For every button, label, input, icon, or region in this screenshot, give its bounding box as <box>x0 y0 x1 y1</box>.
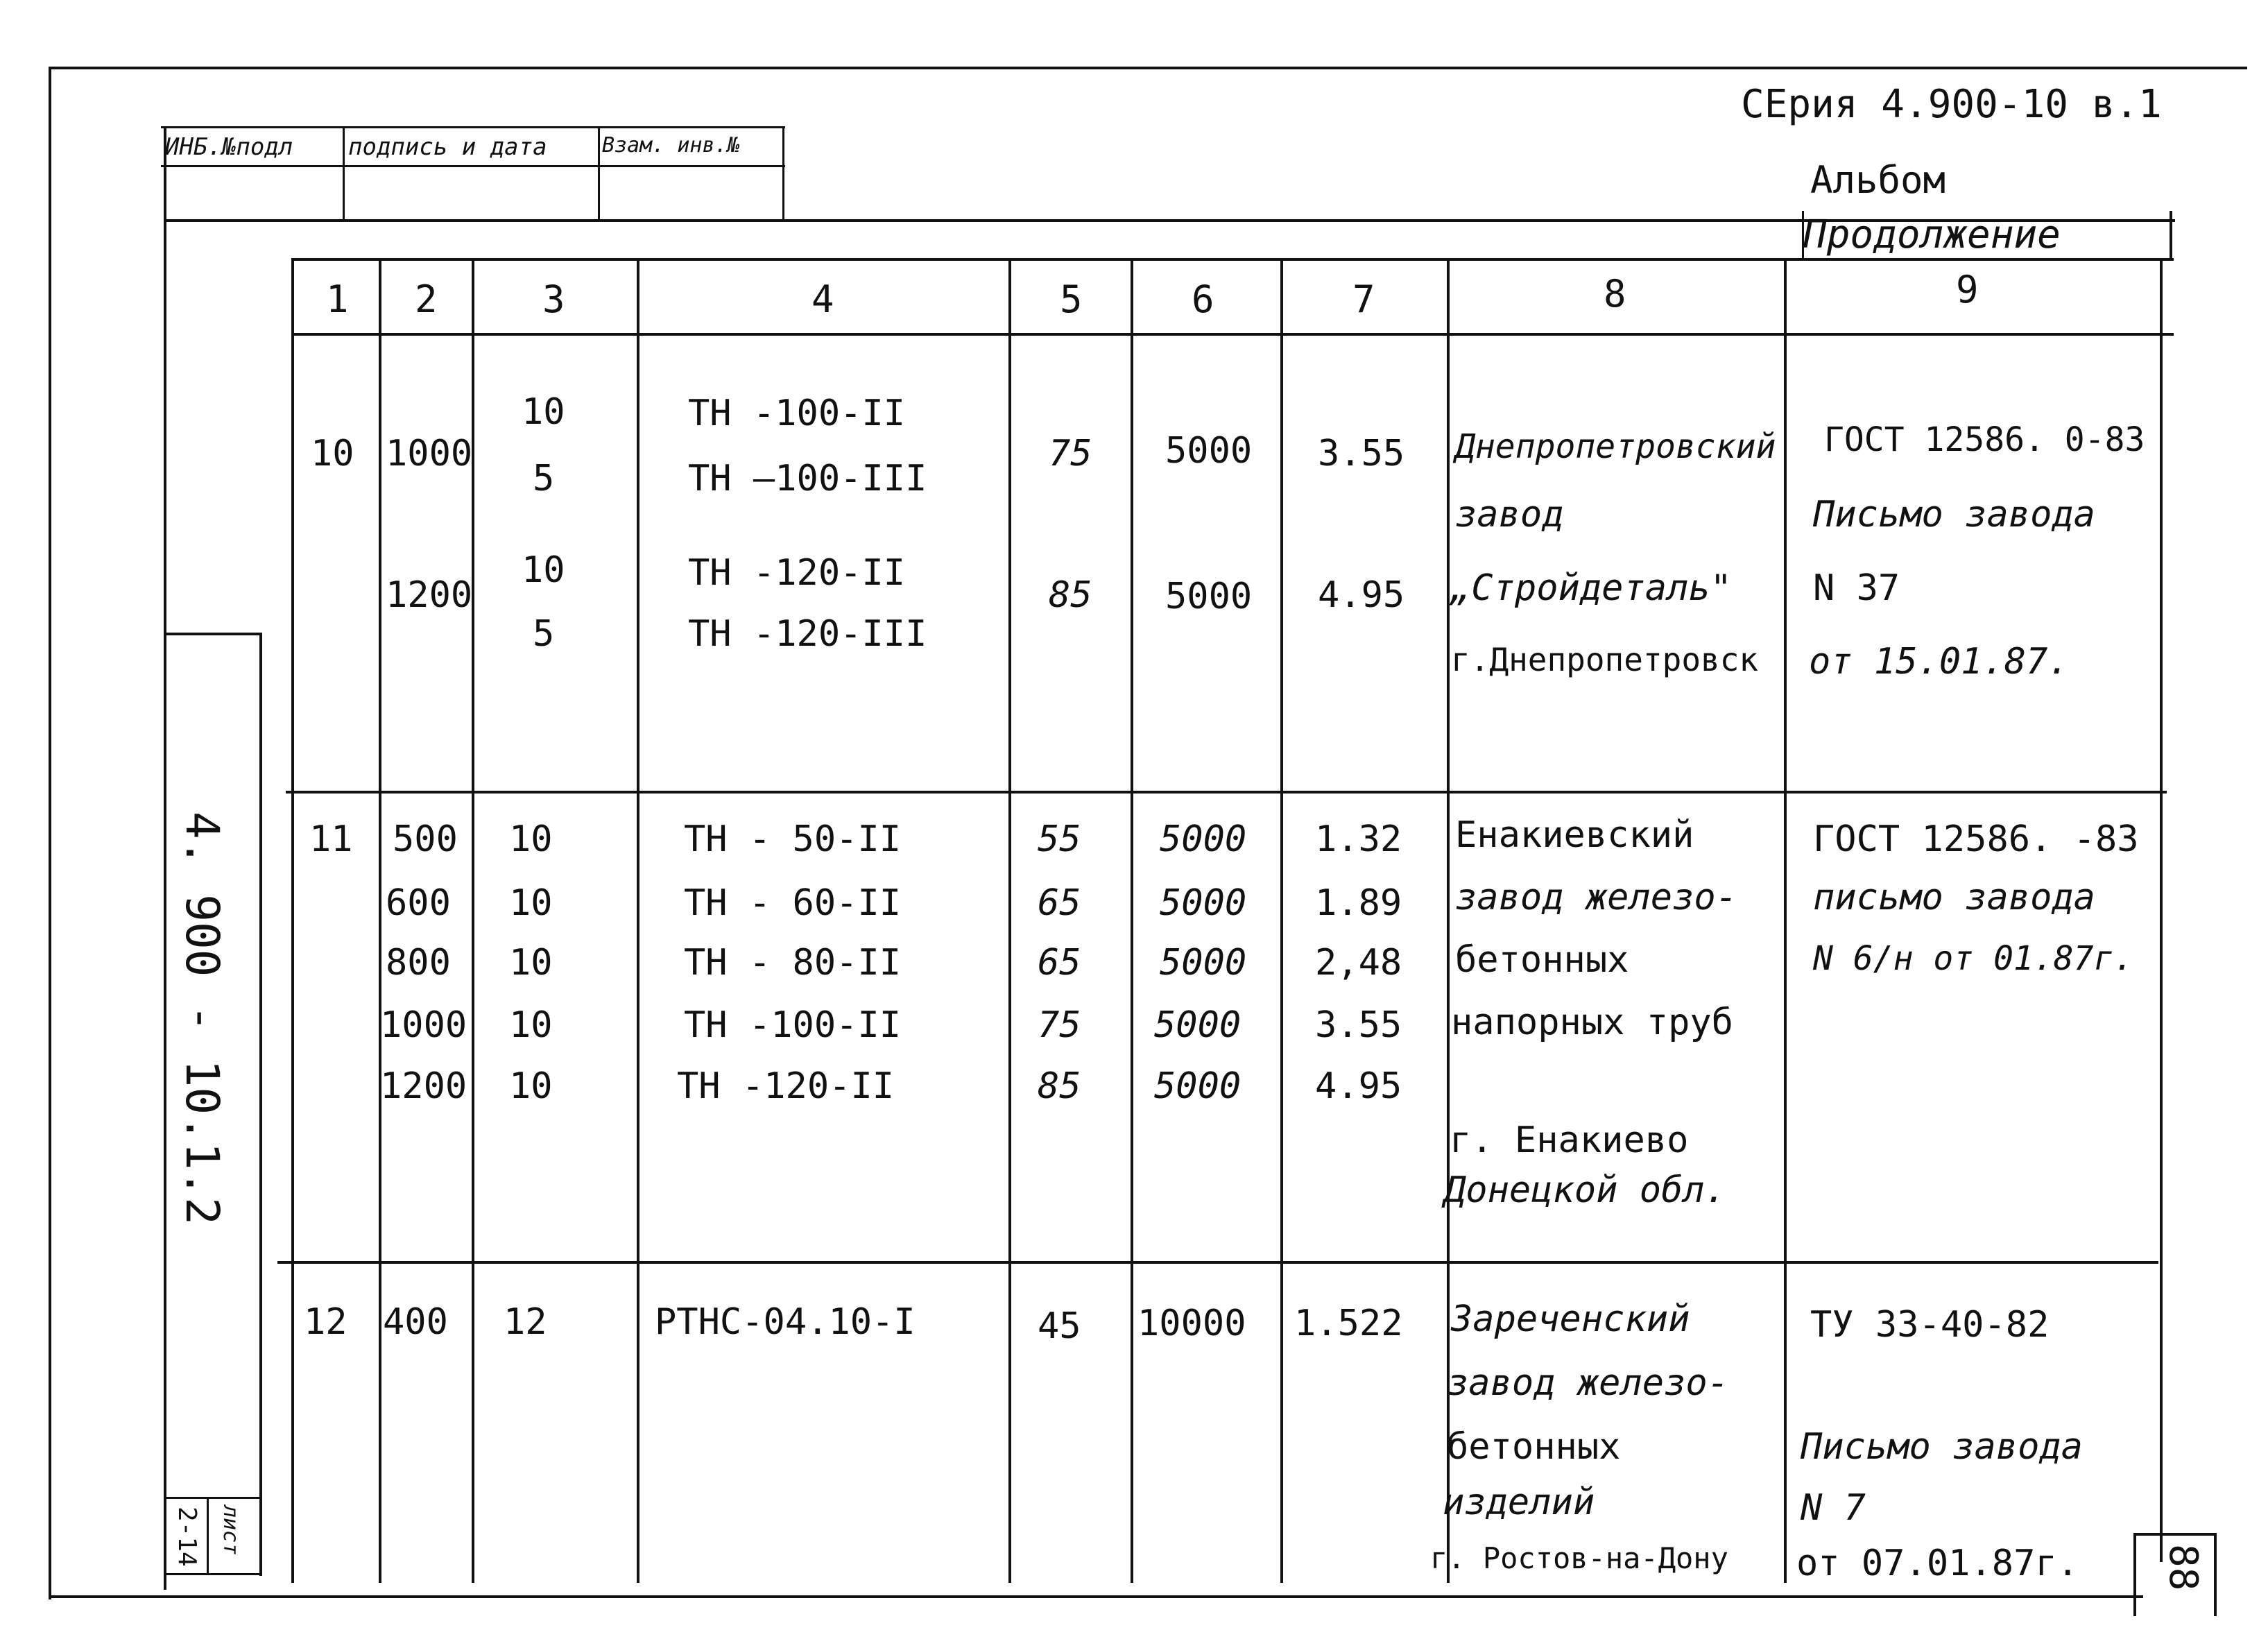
group11-pressure-4: 3.55 <box>1315 1004 1402 1046</box>
group11-mass-1: 55 <box>1038 818 1081 860</box>
page-box-top <box>2133 1533 2217 1536</box>
group11-dia-5: 1200 <box>380 1065 467 1107</box>
col-header-5: 5 <box>1060 277 1083 321</box>
group11-length-2: 5000 <box>1160 882 1247 924</box>
side-strip-bottom-box-top <box>164 1497 261 1499</box>
group11-doc-1: ГОСТ 12586. -83 <box>1813 818 2139 860</box>
inner-frame-left <box>164 126 166 1590</box>
group10-plant-4: г.Днепропетровск <box>1451 641 1759 678</box>
group11-doc-3: N 6/н от 01.87г. <box>1813 939 2134 978</box>
col-header-2: 2 <box>415 277 438 321</box>
group11-pressure-3: 2,48 <box>1315 942 1402 984</box>
sheet-number: 2-14 <box>173 1507 201 1567</box>
group10-number: 10 <box>311 433 354 474</box>
group12-doc-4: от 07.01.87г. <box>1796 1543 2079 1584</box>
group11-length-1: 5000 <box>1160 818 1247 860</box>
group10-doc-4: от 15.01.87. <box>1809 641 2070 683</box>
page-box-right <box>2214 1533 2217 1616</box>
group12-dia-1: 400 <box>383 1301 448 1343</box>
stamp-col1-label: ИНБ.№подл <box>165 133 293 161</box>
group10-length-2: 5000 <box>1165 576 1253 617</box>
col-header-7: 7 <box>1352 277 1375 321</box>
group10-len-1: 10 <box>522 391 565 433</box>
group11-plant-6: Донецкой обл. <box>1444 1169 1726 1211</box>
side-strip-bottom <box>164 1573 261 1575</box>
group11-plant-1: Енакиевский <box>1455 814 1694 856</box>
group10-dia-1: 1000 <box>386 433 473 474</box>
group10-type-3: ТН -120-II <box>688 552 906 594</box>
group12-plant-3: бетонных <box>1447 1426 1621 1468</box>
group10-doc-2: Письмо завода <box>1813 494 2095 535</box>
group11-mass-5: 85 <box>1038 1065 1081 1107</box>
group11-mass-2: 65 <box>1038 882 1081 924</box>
group11-len-2: 10 <box>509 882 553 924</box>
side-document-code: 4. 900 - 10.1.2 <box>175 812 229 1226</box>
col-line-0 <box>291 258 294 1583</box>
group12-length-1: 10000 <box>1137 1303 1246 1344</box>
page-number: 88 <box>2160 1544 2206 1591</box>
group11-plant-4: напорных труб <box>1451 1002 1733 1043</box>
group11-plant-5: г. Енакиево <box>1450 1119 1689 1161</box>
stamp-box-mid <box>161 165 785 167</box>
group11-doc-2: письмо завода <box>1813 877 2095 918</box>
table-top-line <box>291 258 2174 261</box>
group11-type-1: ТН - 50-II <box>684 818 902 860</box>
group11-plant-2: завод железо- <box>1455 877 1737 918</box>
group12-doc-2: Письмо завода <box>1801 1426 2083 1468</box>
group11-type-3: ТН - 80-II <box>684 942 902 984</box>
group10-pressure-2: 4.95 <box>1318 574 1405 616</box>
col-header-1: 1 <box>326 277 349 321</box>
group11-length-3: 5000 <box>1160 942 1247 984</box>
stamp-col2-label: подпись и дата <box>348 133 547 161</box>
group11-len-5: 10 <box>509 1065 553 1107</box>
group10-plant-2: завод <box>1455 494 1564 535</box>
col-header-4: 4 <box>811 277 834 321</box>
table-group2-bottom <box>277 1261 2158 1264</box>
group11-plant-3: бетонных <box>1455 939 1629 981</box>
group10-type-2: ТН –100-III <box>688 458 927 499</box>
stamp-box-top <box>161 126 785 128</box>
group10-dia-2: 1200 <box>386 574 473 616</box>
col-header-6: 6 <box>1192 277 1214 321</box>
col-line-3 <box>637 258 639 1583</box>
group11-pressure-1: 1.32 <box>1315 818 1402 860</box>
group11-length-4: 5000 <box>1154 1004 1242 1046</box>
group12-number: 12 <box>304 1301 347 1343</box>
group10-plant-1: Днепропетровский <box>1455 427 1776 466</box>
album-text: Альбом <box>1810 158 1946 202</box>
sheet-label: лист <box>218 1505 243 1556</box>
stamp-sep-2 <box>598 126 600 221</box>
side-strip-right <box>259 633 262 1576</box>
col-header-9: 9 <box>1956 268 1979 311</box>
col-line-6 <box>1280 258 1283 1583</box>
group11-type-2: ТН - 60-II <box>684 882 902 924</box>
continuation-box-right <box>2170 211 2172 259</box>
group11-pressure-5: 4.95 <box>1315 1065 1402 1107</box>
group12-type-1: РТНС-04.10-I <box>655 1301 916 1343</box>
group12-mass-1: 45 <box>1038 1305 1081 1347</box>
group12-plant-4: изделий <box>1443 1482 1595 1523</box>
frame-left-line <box>49 67 51 1599</box>
group10-length-1: 5000 <box>1165 430 1253 472</box>
group11-dia-2: 600 <box>386 882 451 924</box>
stamp-sep-1 <box>343 126 345 221</box>
group11-mass-4: 75 <box>1038 1004 1081 1046</box>
group10-len-3: 10 <box>522 549 565 591</box>
group11-number: 11 <box>309 818 353 860</box>
group10-len-4: 5 <box>533 613 555 655</box>
group10-doc-3: N 37 <box>1813 567 1900 609</box>
group11-dia-1: 500 <box>393 818 458 860</box>
group11-len-3: 10 <box>509 942 553 984</box>
page-box-left <box>2133 1533 2136 1616</box>
group11-pressure-2: 1.89 <box>1315 882 1402 924</box>
stamp-sep-3 <box>782 126 784 221</box>
group12-pressure-1: 1.522 <box>1294 1303 1403 1344</box>
group11-length-5: 5000 <box>1154 1065 1242 1107</box>
table-group1-bottom <box>286 791 2167 793</box>
col-header-3: 3 <box>542 277 565 321</box>
group10-mass-1: 75 <box>1049 433 1092 474</box>
col-header-8: 8 <box>1604 272 1626 316</box>
table-header-bottom <box>291 333 2174 336</box>
group12-plant-1: Зареченский <box>1451 1298 1690 1340</box>
continuation-text: Продолжение <box>1803 212 2061 257</box>
side-strip-bottom-box-sep <box>207 1497 209 1575</box>
group10-pressure-1: 3.55 <box>1318 433 1405 474</box>
group12-plant-2: завод железо- <box>1447 1362 1729 1404</box>
group10-len-2: 5 <box>533 458 555 499</box>
group10-type-1: ТН -100-II <box>688 393 906 434</box>
group12-plant-5: г. Ростов-на-Дону <box>1430 1541 1728 1575</box>
group11-len-1: 10 <box>509 818 553 860</box>
frame-bottom-line <box>49 1595 2143 1598</box>
group11-len-4: 10 <box>509 1004 553 1046</box>
group11-mass-3: 65 <box>1038 942 1081 984</box>
group12-doc-3: N 7 <box>1801 1487 1866 1529</box>
col-line-9 <box>2160 258 2163 1562</box>
col-line-5 <box>1131 258 1133 1583</box>
group11-dia-4: 1000 <box>380 1004 467 1046</box>
frame-top-line <box>49 67 2247 69</box>
group11-type-4: ТН -100-II <box>684 1004 902 1046</box>
group12-doc-1: ТУ 33-40-82 <box>1810 1304 2050 1346</box>
col-line-1 <box>379 258 381 1583</box>
series-text: СЕрия 4.900-10 в.1 <box>1741 82 2162 127</box>
group10-plant-3: „Стройдеталь" <box>1450 567 1732 609</box>
col-line-4 <box>1008 258 1011 1583</box>
group11-dia-3: 800 <box>386 942 451 984</box>
group10-mass-2: 85 <box>1049 574 1092 616</box>
stamp-col3-label: Взам. инв.№ <box>602 133 740 157</box>
group10-type-4: ТН -120-III <box>688 613 927 655</box>
side-strip-top <box>164 633 261 635</box>
group10-doc-1: ГОСТ 12586. 0-83 <box>1824 420 2145 459</box>
col-line-8 <box>1784 258 1787 1583</box>
group11-type-5: ТН -120-II <box>677 1065 895 1107</box>
group12-len-1: 12 <box>504 1301 547 1343</box>
